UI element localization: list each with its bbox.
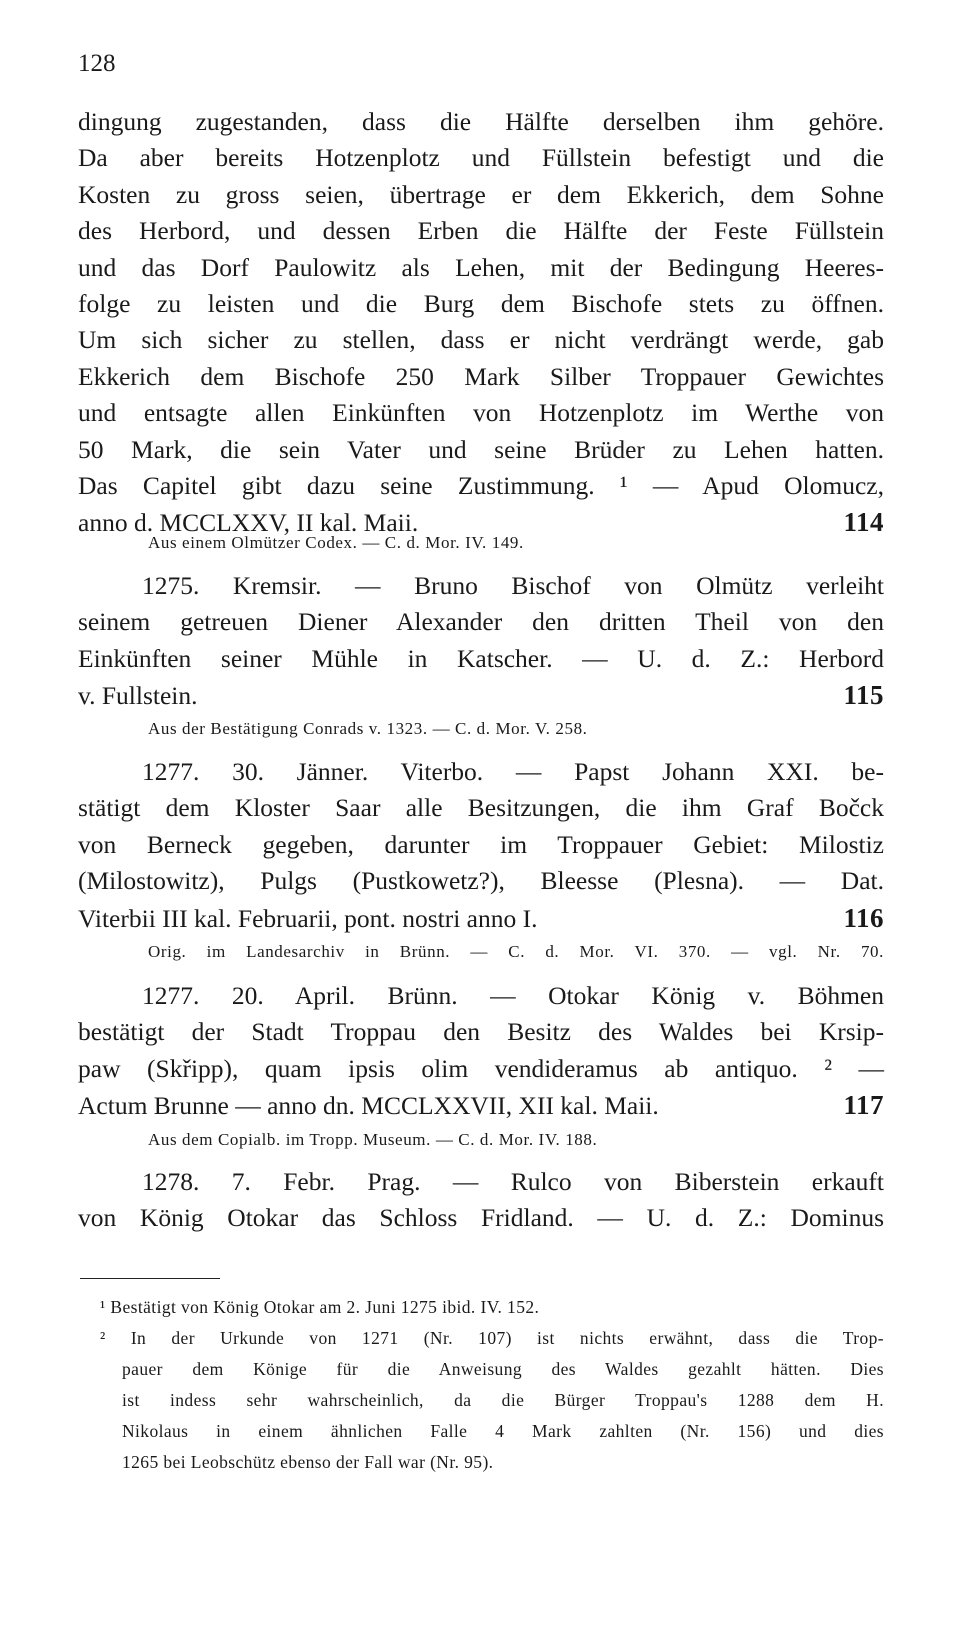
- entry-number: 114: [843, 507, 884, 538]
- page-number: 128: [78, 50, 116, 77]
- entry-last-text: v. Fullstein.: [78, 681, 198, 711]
- text-line: Das Capitel gibt dazu seine Zustimmung. ¹ — Apud Olomucz,: [78, 471, 884, 501]
- entry-closing-line: [78, 900, 884, 937]
- text-line: und das Dorf Paulowitz als Lehen, mit der Bedingung Heeres-: [78, 252, 884, 282]
- text-line: folge zu leisten und die Burg dem Bischofe stets zu öffnen.: [78, 289, 884, 319]
- footnote-2-line: 1265 bei Leobschütz ebenso der Fall war (Nr. 95).: [122, 1452, 494, 1472]
- entry-number: 116: [843, 902, 884, 933]
- text-line: von Berneck gegeben, darunter im Troppauer Gebiet: Milostiz: [78, 829, 884, 859]
- entry-source: Aus dem Copialb. im Tropp. Museum. — C. d. Mor. IV. 188.: [148, 1130, 598, 1149]
- footnote-2-line: pauer dem Könige für die Anweisung des Waldes gezahlt hätten. Dies: [122, 1359, 884, 1379]
- entry-115: [78, 568, 884, 715]
- entry-closing-line: [78, 677, 884, 714]
- text-line: 50 Mark, die sein Vater und seine Brüder zu Lehen hatten.: [78, 434, 884, 464]
- entry-last-text: Actum Brunne — anno dn. MCCLXXVII, XII kal. Maii.: [78, 1091, 659, 1121]
- text-line: des Herbord, und dessen Erben die Hälfte der Feste Füllstein: [78, 216, 884, 246]
- intro-paragraph: [78, 104, 884, 542]
- footnote-2-line: ist indess sehr wahrscheinlich, da die Bürger Troppau's 1288 dem H.: [122, 1390, 884, 1410]
- entry-source: Aus der Bestätigung Conrads v. 1323. — C. d. Mor. V. 258.: [148, 719, 588, 738]
- footnote-2-line: Nikolaus in einem ähnlichen Falle 4 Mark zahlten (Nr. 156) und dies: [122, 1421, 884, 1441]
- entry-117: [78, 978, 884, 1125]
- text-line: Einkünften seiner Mühle in Katscher. — U. d. Z.: Herbord: [78, 643, 884, 673]
- entry-last-text: Viterbii III kal. Februarii, pont. nostri anno I.: [78, 903, 538, 933]
- entry-closing-line: [78, 1087, 884, 1124]
- entry-source: Orig. im Landesarchiv in Brünn. — C. d. Mor. VI. 370. — vgl. Nr. 70.: [148, 942, 884, 961]
- entry-number: 117: [843, 1090, 884, 1121]
- text-line: bestätigt der Stadt Troppau den Besitz des Waldes bei Krsip-: [78, 1017, 884, 1047]
- entry-118: [78, 1164, 884, 1237]
- text-line: Um sich sicher zu stellen, dass er nicht verdrängt werde, gab: [78, 325, 884, 355]
- text-line: Da aber bereits Hotzenplotz und Füllstein befestigt und die: [78, 143, 884, 173]
- entry-last-text: anno d. MCCLXXV, II kal. Maii.: [78, 508, 419, 538]
- footnote-2-line: ² In der Urkunde von 1271 (Nr. 107) ist nichts erwähnt, dass die Trop-: [100, 1328, 884, 1348]
- text-line: stätigt dem Kloster Saar alle Besitzungen, die ihm Graf Bočck: [78, 793, 884, 823]
- text-line: 1275. Kremsir. — Bruno Bischof von Olmütz verleiht: [142, 571, 884, 600]
- text-line: seinem getreuen Diener Alexander den dritten Theil von den: [78, 607, 884, 637]
- footnote-1: ¹ Bestätigt von König Otokar am 2. Juni 1275 ibid. IV. 152.: [100, 1297, 540, 1317]
- text-line: 1277. 20. April. Brünn. — Otokar König v. Böhmen: [142, 981, 884, 1010]
- text-line: 1277. 30. Jänner. Viterbo. — Papst Johann XXI. be-: [142, 757, 884, 786]
- footnotes: [100, 1292, 884, 1478]
- text-line: paw (Skřipp), quam ipsis olim vendideramus ab antiquo. ² —: [78, 1053, 884, 1083]
- entry-source: Aus einem Olmützer Codex. — C. d. Mor. IV. 149.: [148, 533, 524, 552]
- text-line: Kosten zu gross seien, übertrage er dem Ekkerich, dem Sohne: [78, 179, 884, 209]
- text-line: 1278. 7. Febr. Prag. — Rulco von Biberstein erkauft: [142, 1167, 884, 1196]
- entry-number: 115: [843, 680, 884, 711]
- text-line: von König Otokar das Schloss Fridland. — U. d. Z.: Dominus: [78, 1203, 884, 1233]
- text-line: Ekkerich dem Bischofe 250 Mark Silber Troppauer Gewichtes: [78, 361, 884, 391]
- footnote-divider: [80, 1278, 220, 1279]
- text-line: (Milostowitz), Pulgs (Pustkowetz?), Bleesse (Plesna). — Dat.: [78, 866, 884, 896]
- entry-116: [78, 754, 884, 937]
- text-line: dingung zugestanden, dass die Hälfte derselben ihm gehöre.: [78, 107, 884, 136]
- text-line: und entsagte allen Einkünften von Hotzenplotz im Werthe von: [78, 398, 884, 428]
